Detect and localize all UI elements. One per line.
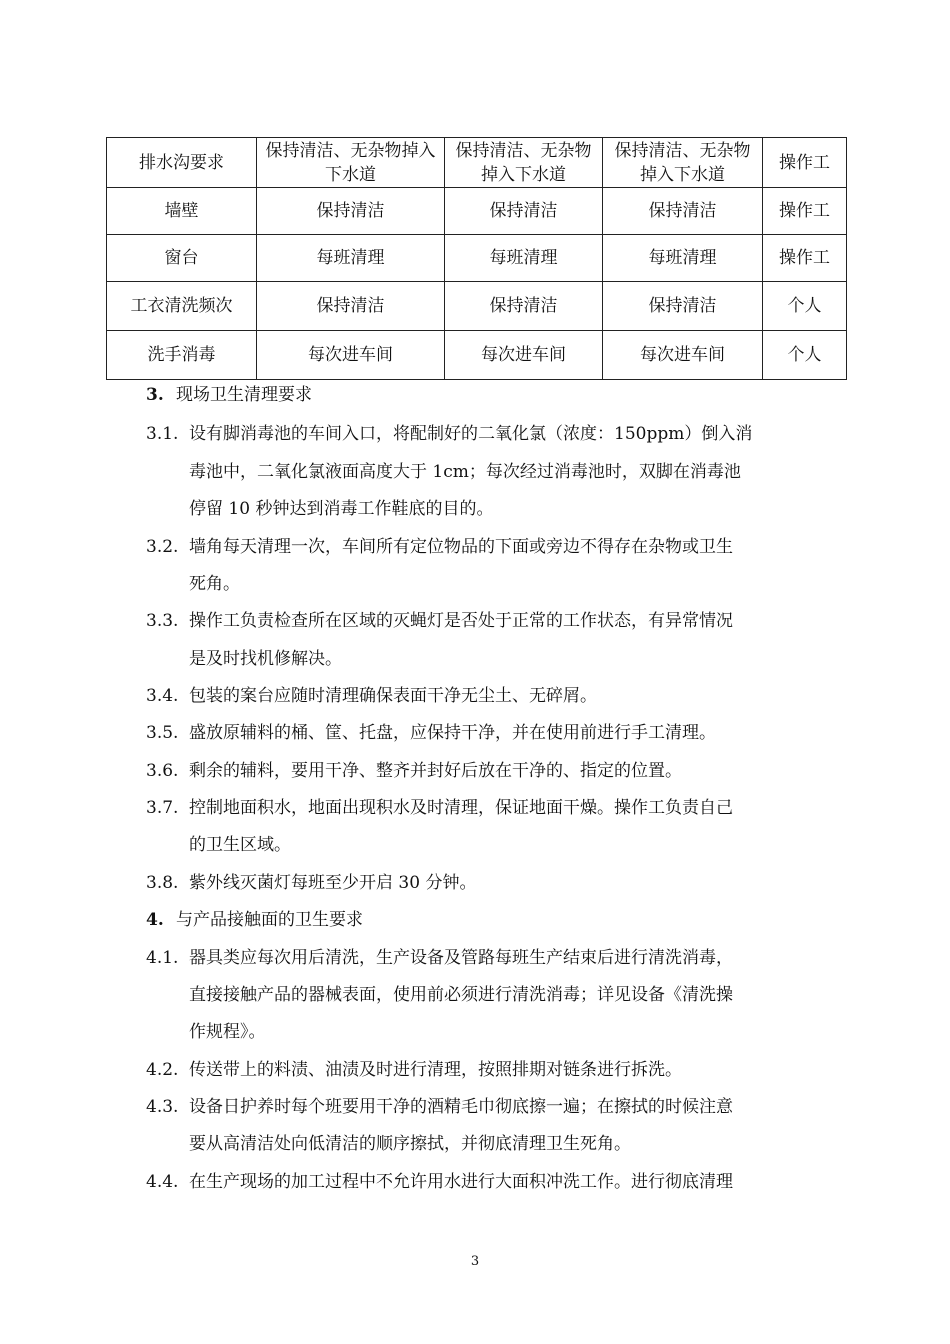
item-number: 3.8. bbox=[146, 873, 179, 893]
table-cell: 窗台 bbox=[107, 235, 257, 282]
item-number: 4.1. bbox=[146, 948, 179, 968]
item-text: 毒池中，二氧化氯液面高度大于 1cm；每次经过消毒池时，双脚在消毒池 bbox=[189, 462, 741, 482]
item-text: 要从高清洁处向低清洁的顺序擦拭，并彻底清理卫生死角。 bbox=[189, 1134, 631, 1154]
item-number: 3.2. bbox=[146, 537, 179, 557]
item-number: 3.5. bbox=[146, 723, 179, 743]
hygiene-requirements-table bbox=[106, 137, 847, 380]
item-number: 4.2. bbox=[146, 1060, 179, 1080]
section-title: 与产品接触面的卫生要求 bbox=[176, 910, 363, 930]
item-number: 3.1. bbox=[146, 424, 179, 444]
table-cell: 操作工 bbox=[763, 188, 847, 235]
item-text: 直接接触产品的器械表面，使用前必须进行清洗消毒；详见设备《清洗操 bbox=[189, 985, 733, 1005]
item-text: 的卫生区域。 bbox=[189, 835, 291, 855]
table-cell: 操作工 bbox=[763, 235, 847, 282]
table-row bbox=[107, 235, 847, 282]
item-number: 3.4. bbox=[146, 686, 179, 706]
table-row bbox=[107, 331, 847, 380]
item-text: 操作工负责检查所在区域的灭蝇灯是否处于正常的工作状态，有异常情况 bbox=[189, 611, 733, 631]
item-text: 墙角每天清理一次，车间所有定位物品的下面或旁边不得存在杂物或卫生 bbox=[189, 537, 733, 557]
table-cell: 保持清洁、无杂物掉入下水道 bbox=[603, 138, 763, 188]
item-number: 4.3. bbox=[146, 1097, 179, 1117]
table-cell: 保持清洁 bbox=[257, 282, 445, 331]
table-cell: 工衣清洗频次 bbox=[107, 282, 257, 331]
table-cell: 个人 bbox=[763, 282, 847, 331]
item-text: 死角。 bbox=[189, 574, 240, 594]
item-text: 器具类应每次用后清洗，生产设备及管路每班生产结束后进行清洗消毒， bbox=[189, 948, 733, 968]
table-cell: 保持清洁 bbox=[257, 188, 445, 235]
table-cell: 每次进车间 bbox=[257, 331, 445, 380]
section-number: 4. bbox=[146, 910, 164, 930]
item-text: 紫外线灭菌灯每班至少开启 30 分钟。 bbox=[189, 873, 477, 893]
table-cell: 操作工 bbox=[763, 138, 847, 188]
item-text: 是及时找机修解决。 bbox=[189, 649, 342, 669]
item-number: 3.3. bbox=[146, 611, 179, 631]
table-cell: 每班清理 bbox=[445, 235, 603, 282]
item-number: 4.4. bbox=[146, 1172, 179, 1192]
item-text: 设有脚消毒池的车间入口，将配制好的二氧化氯（浓度：150ppm）倒入消 bbox=[189, 424, 753, 444]
item-text: 包装的案台应随时清理确保表面干净无尘土、无碎屑。 bbox=[189, 686, 597, 706]
table-cell: 保持清洁 bbox=[445, 282, 603, 331]
table-cell: 洗手消毒 bbox=[107, 331, 257, 380]
table-cell: 每次进车间 bbox=[445, 331, 603, 380]
section-title: 现场卫生清理要求 bbox=[176, 385, 312, 405]
table-cell: 每班清理 bbox=[603, 235, 763, 282]
item-text: 传送带上的料渍、油渍及时进行清理，按照排期对链条进行拆洗。 bbox=[189, 1060, 682, 1080]
item-number: 3.6. bbox=[146, 761, 179, 781]
table-cell: 保持清洁 bbox=[445, 188, 603, 235]
table-row bbox=[107, 188, 847, 235]
table-row bbox=[107, 138, 847, 188]
table-row bbox=[107, 282, 847, 331]
table-cell: 每班清理 bbox=[257, 235, 445, 282]
item-text: 在生产现场的加工过程中不允许用水进行大面积冲洗工作。进行彻底清理 bbox=[189, 1172, 733, 1192]
table-cell: 保持清洁 bbox=[603, 188, 763, 235]
section-number: 3. bbox=[146, 385, 164, 405]
table-cell: 墙壁 bbox=[107, 188, 257, 235]
table-cell: 排水沟要求 bbox=[107, 138, 257, 188]
item-text: 作规程》。 bbox=[189, 1022, 266, 1042]
page-number: 3 bbox=[470, 1254, 480, 1269]
table-cell: 每次进车间 bbox=[603, 331, 763, 380]
table-cell: 个人 bbox=[763, 331, 847, 380]
table-cell: 保持清洁、无杂物掉入下水道 bbox=[445, 138, 603, 188]
item-text: 设备日护养时每个班要用干净的酒精毛巾彻底擦一遍；在擦拭的时候注意 bbox=[189, 1097, 733, 1117]
item-text: 盛放原辅料的桶、筐、托盘，应保持干净，并在使用前进行手工清理。 bbox=[189, 723, 716, 743]
item-text: 控制地面积水，地面出现积水及时清理，保证地面干燥。操作工负责自己 bbox=[189, 798, 733, 818]
item-text: 剩余的辅料，要用干净、整齐并封好后放在干净的、指定的位置。 bbox=[189, 761, 682, 781]
item-text: 停留 10 秒钟达到消毒工作鞋底的目的。 bbox=[189, 499, 494, 519]
table-cell: 保持清洁 bbox=[603, 282, 763, 331]
table-cell: 保持清洁、无杂物掉入下水道 bbox=[257, 138, 445, 188]
item-number: 3.7. bbox=[146, 798, 179, 818]
